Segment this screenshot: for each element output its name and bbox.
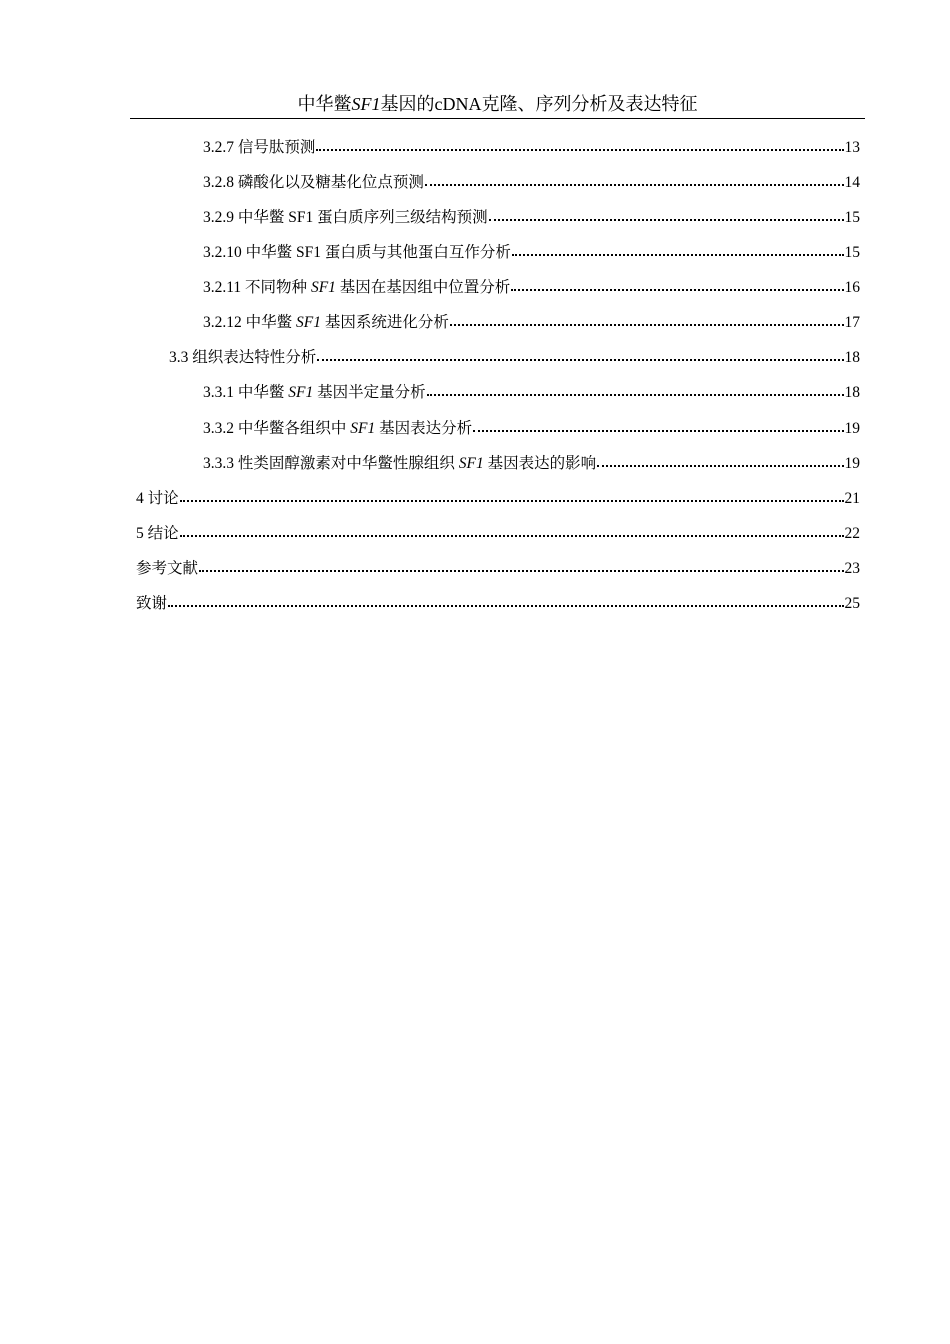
toc-entry-4[interactable] <box>136 487 860 511</box>
toc-page-number: 25 <box>844 595 860 612</box>
toc-entry-label: 3.2.10 中华鳖 SF1 蛋白质与其他蛋白互作分析 <box>203 244 511 261</box>
toc-leader-dots <box>489 219 844 221</box>
toc-entry-3-3-1[interactable] <box>203 381 860 405</box>
toc-entry-label: 3.2.11 不同物种 SF1 基因在基因组中位置分析 <box>203 279 511 296</box>
toc-leader-dots <box>199 570 843 572</box>
toc-page-number: 17 <box>844 314 860 331</box>
toc-entry-label: 致谢 <box>136 595 168 612</box>
toc-entry-3-3[interactable] <box>169 346 860 370</box>
toc-entry-label: 3.3 组织表达特性分析 <box>169 349 317 366</box>
toc-page-number: 16 <box>844 279 860 296</box>
toc-entry-label: 5 结论 <box>136 525 179 542</box>
toc-page-number: 18 <box>844 349 860 366</box>
toc-leader-dots <box>316 149 843 151</box>
toc-entry-label: 3.3.3 性类固醇激素对中华鳖性腺组织 SF1 基因表达的影响 <box>203 455 597 472</box>
toc-entry-label: 3.2.8 磷酸化以及糖基化位点预测 <box>203 174 424 191</box>
toc-entry-label: 3.3.1 中华鳖 SF1 基因半定量分析 <box>203 384 426 401</box>
toc-page-number: 18 <box>844 384 860 401</box>
toc-leader-dots <box>450 324 844 326</box>
toc-entry-acknowledgements[interactable] <box>136 592 860 616</box>
toc-leader-dots <box>168 605 843 607</box>
toc-page-number: 15 <box>844 209 860 226</box>
toc-leader-dots <box>180 535 844 537</box>
header-title-gene: SF1 <box>351 94 381 114</box>
toc-leader-dots <box>512 254 844 256</box>
toc-leader-dots <box>180 500 844 502</box>
page-header <box>130 92 865 119</box>
toc-leader-dots <box>511 289 843 291</box>
toc-leader-dots <box>473 430 843 432</box>
header-title-prefix: 中华鳖 <box>297 94 352 114</box>
toc-entry-3-2-11[interactable] <box>203 276 860 300</box>
toc-entry-3-2-9[interactable] <box>203 206 860 230</box>
toc-page-number: 14 <box>844 174 860 191</box>
toc-entry-label: 参考文献 <box>136 560 199 577</box>
toc-entry-label: 4 讨论 <box>136 490 179 507</box>
toc-entry-3-2-8[interactable] <box>203 171 860 195</box>
toc-entry-label: 3.3.2 中华鳖各组织中 SF1 基因表达分析 <box>203 420 473 437</box>
toc-entry-label: 3.2.9 中华鳖 SF1 蛋白质序列三级结构预测 <box>203 209 488 226</box>
toc-entry-label: 3.2.12 中华鳖 SF1 基因系统进化分析 <box>203 314 449 331</box>
toc-page-number: 19 <box>844 455 860 472</box>
toc-entry-3-2-7[interactable] <box>203 136 860 160</box>
toc-page-number: 23 <box>844 560 860 577</box>
toc-entry-3-3-2[interactable] <box>203 417 860 441</box>
toc-leader-dots <box>597 465 843 467</box>
toc-leader-dots <box>427 394 844 396</box>
header-title-suffix: 基因的cDNA克隆、序列分析及表达特征 <box>380 94 698 114</box>
toc-leader-dots <box>317 359 843 361</box>
toc-page-number: 13 <box>844 139 860 156</box>
toc-page-number: 19 <box>844 420 860 437</box>
toc-entry-3-2-10[interactable] <box>203 241 860 265</box>
toc-entry-3-3-3[interactable] <box>203 452 860 476</box>
toc-page-number: 22 <box>844 525 860 542</box>
toc-entry-references[interactable] <box>136 557 860 581</box>
toc-page-number: 21 <box>844 490 860 507</box>
toc-entry-3-2-12[interactable] <box>203 311 860 335</box>
toc-page-number: 15 <box>844 244 860 261</box>
toc-leader-dots <box>425 184 844 186</box>
toc-entry-5[interactable] <box>136 522 860 546</box>
toc-entry-label: 3.2.7 信号肽预测 <box>203 139 316 156</box>
